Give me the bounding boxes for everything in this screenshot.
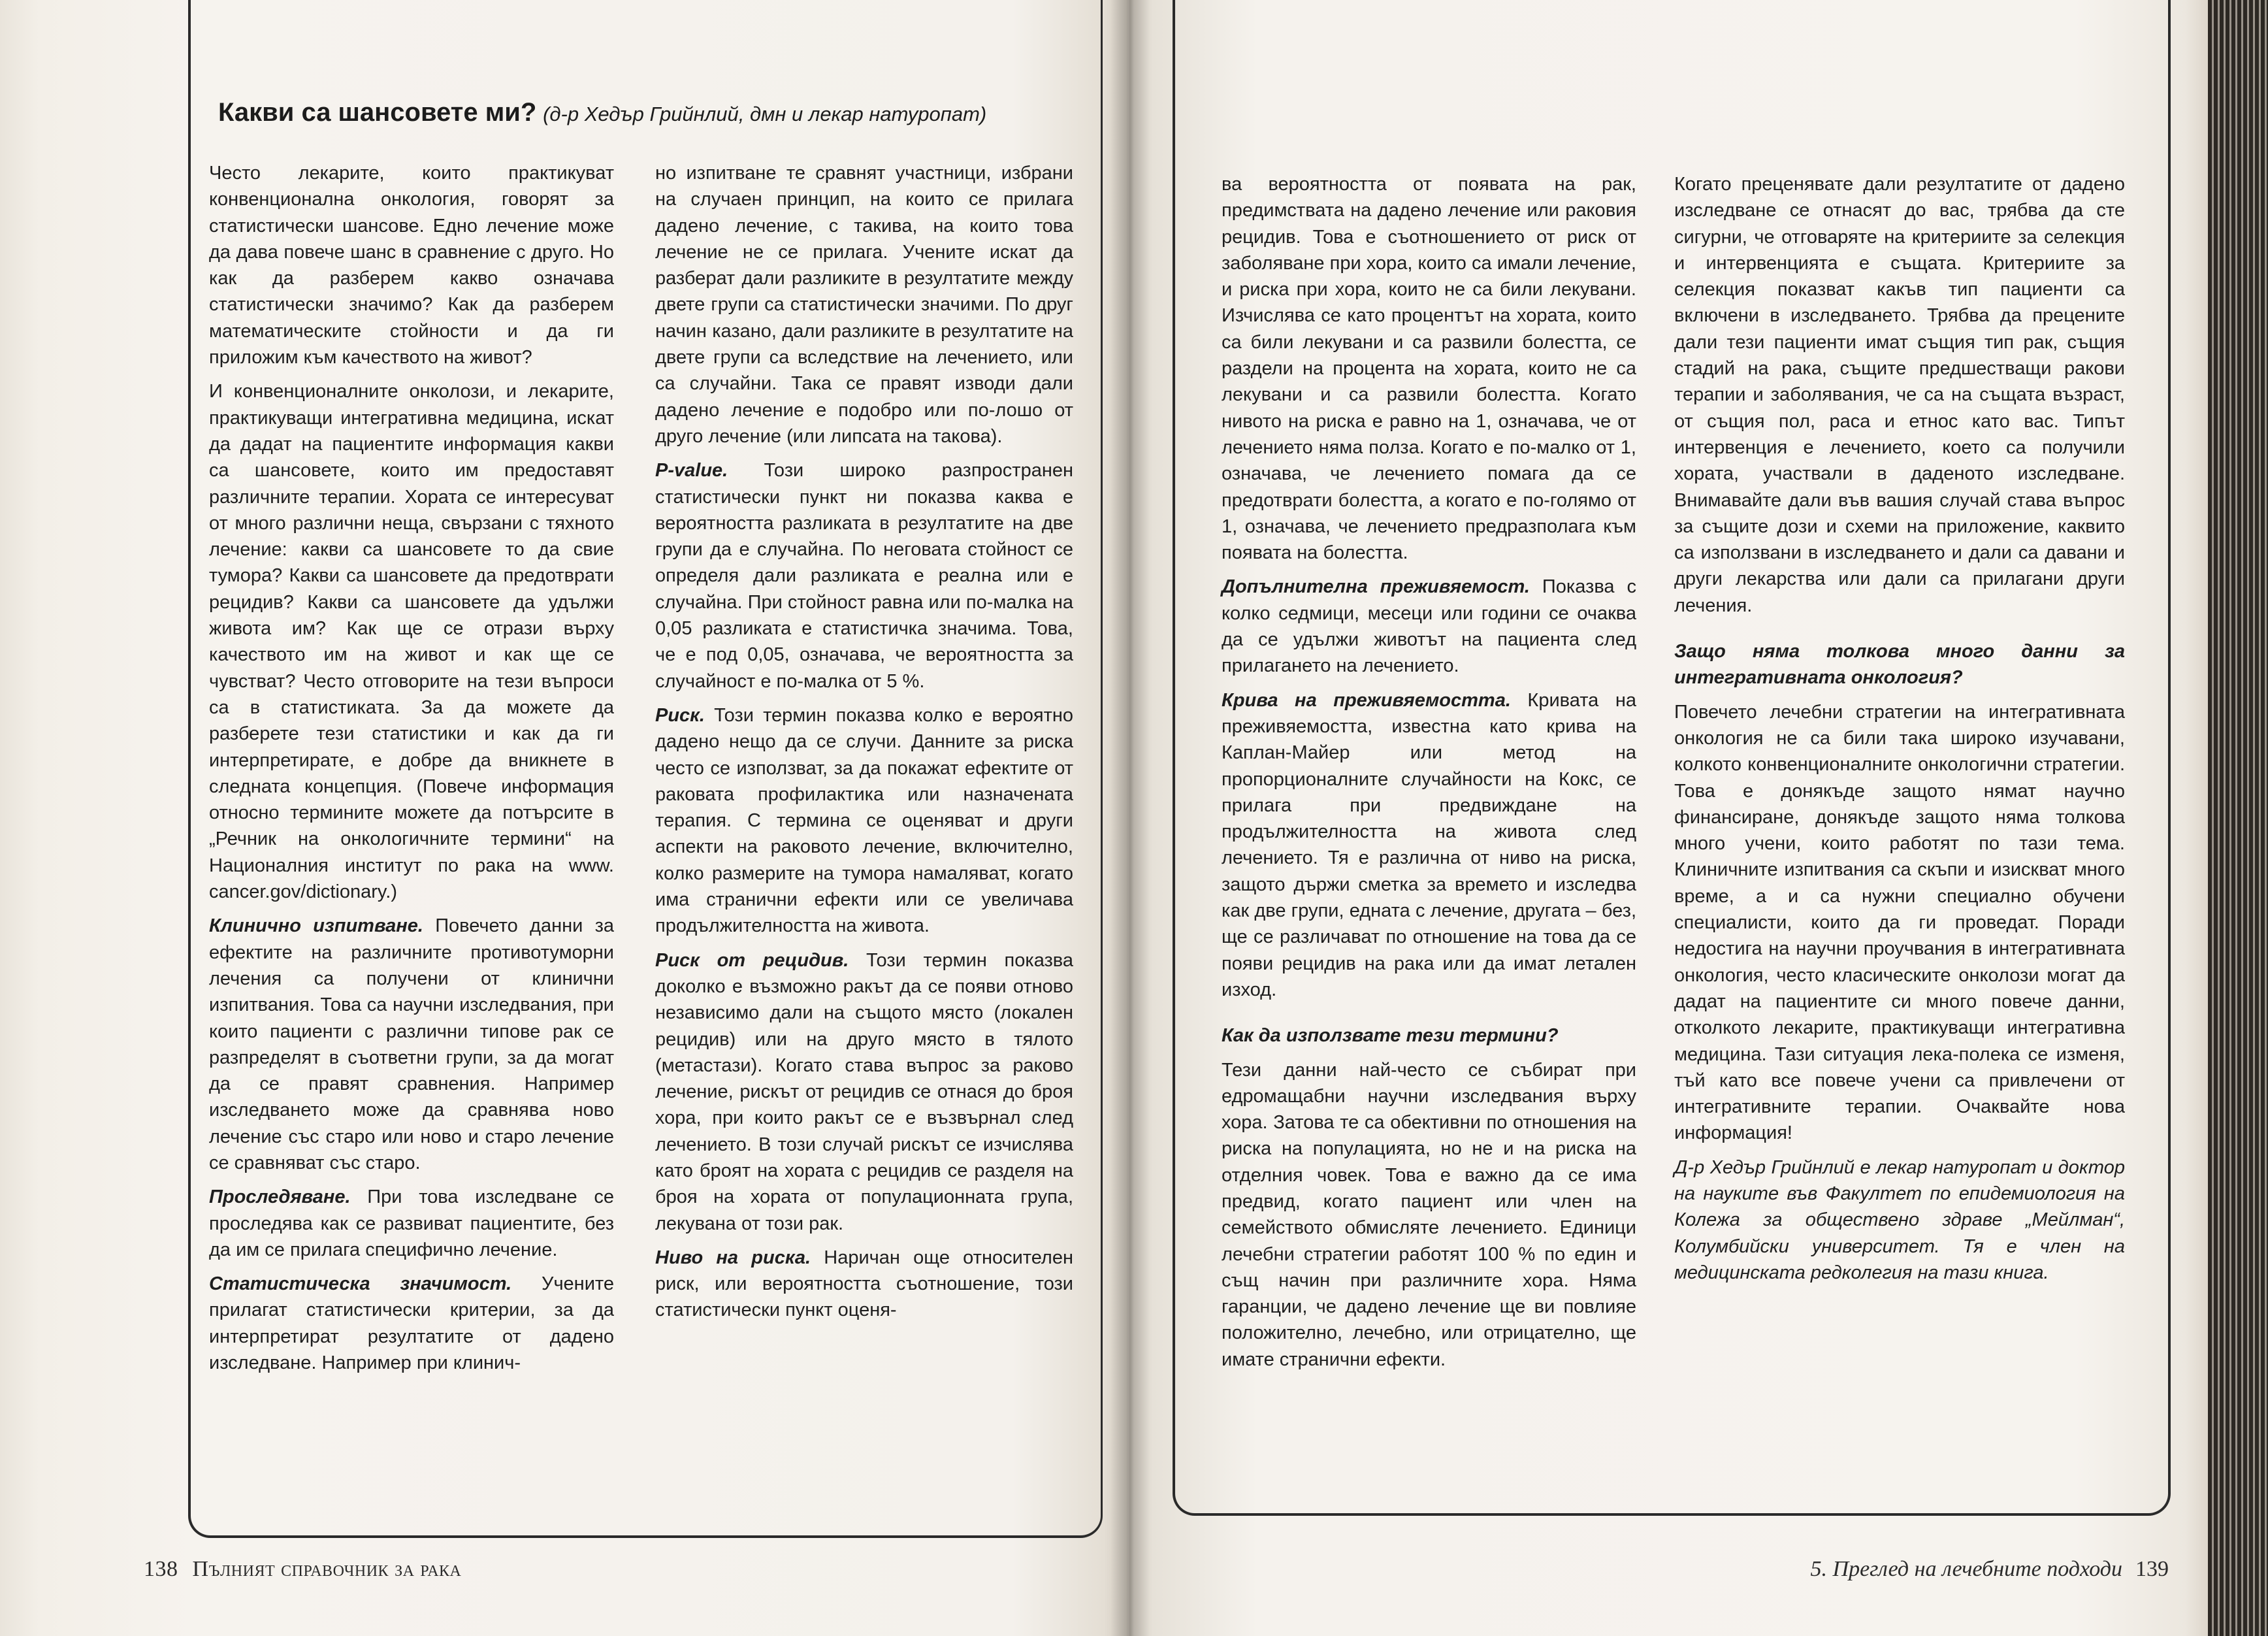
- term-name: Клинично изпитване.: [209, 915, 423, 937]
- paragraph: но изпитване те сравнят участници, избрани на случаен принцип, на които се прилага дадено лечение, с такива, на които това лечение не се прилага. Учените искат да разберат дали разликите в резултатите между двете групи са статистически значими. По друг начин казано, дали разликите в резултатите на двете групи са вследствие на лечението, или са случайни. Така се правят изводи дали дадено лечение е подобро или по-лошо от друго лечение (или липсата на такова).: [655, 163, 1073, 447]
- term-text: Повечето данни за ефектите на различните противотуморни лечения са получени от клинични изпитвания. Това са научни изследвания, при които пациенти с различни типове рак се разпределят в съответни групи, за да могат да се правят сравнения. Например изследването може да сравнява ново лечение със старо или ново и старо лечение се сравняват със старо.: [209, 915, 615, 1173]
- term-name: Проследяване.: [209, 1186, 351, 1208]
- term-text: Наричан още относителен риск, или вероятността съотношение, този статистически пункт оценя-: [655, 1247, 1073, 1321]
- author-note: Д-р Хедър Грийнлий е лекар натуропат и доктор на науките във Факултет по епидемиология на Колежа за обществено здраве „Мейлман“, Колумбийски университет. Тя е член на медицинската редколегия на тази книга.: [1674, 1156, 2125, 1283]
- page-edges: [2208, 0, 2268, 1636]
- term-definition: [655, 1245, 1073, 1324]
- paragraph: Често лекарите, които практикуват конвенционална онкология, говорят за статистически шансове. Едно лечение може да дава повече шанс в сравнение с друго. Но как да разберем какво означава статистически значимо? Как да разберем математическите стойности и да ги приложим към качеството на живот?: [209, 163, 614, 368]
- term-definition: [1222, 687, 1636, 1004]
- term-text: Този широко разпространен статистически пункт ни показва каква е вероятността разликата в резултатите на две групи да е случайна. По неговата стойност се определя дали разликата е реална или е случайна. При стойност равна или по-малка на 0,05 разликата е статистичка значима. Това, че е под 0,05, означава, че вероятността за случайност е по-малка от 5 %.: [655, 460, 1073, 692]
- right-running-title: 5. Преглед на лечебните подходи: [1810, 1557, 2122, 1581]
- paragraph: Когато преценявате дали резултатите от дадено изследване се отнасят до вас, трябва да сте сигурни, че отговаряте на критериите за селекция и интервенцията е същата. Критериите за селекция показват какъв тип пациенти са включени в изследването. Трябва да прецените дали тези пациенти имат същия тип рак, същия стадий на рака, същите предшестващи ракови терапии и заболявания, че са на същата възраст, от същия пол, раса и етнос като вас. Типът интервенция е лечението, което са получили хората, участвали в даденото изследване. Внимавайте дали във вашия случай става въпрос за същите дози и схеми на приложение, каквито са използвани в изследването и дали са давани и други лекарства или дали са прилагани други лечения.: [1674, 174, 2125, 616]
- paragraph: ва вероятността от появата на рак, предимствата на дадено лечение или раковия рецидив. Това е съотношението от риск от заболяване при хора, които са имали лечение, и риска при хора, които не са били лекувани. Изчислява се като процентът на хората, които са били лекувани и са развили болестта, се раздели на процента на хората, които не са лекувани и са развили болестта. Когато нивото на риска е равно на 1, означава, че от лечението няма полза. Когато е по-малко от 1, означава, че лечението помага да се предотврати болестта, а когато е по-голямо от 1, означава, че лечението предразполага към появата на болестта.: [1222, 174, 1636, 564]
- left-running-title: Пълният справочник за рака: [192, 1557, 462, 1581]
- term-name: Ниво на риска.: [655, 1247, 811, 1268]
- left-column-1: [209, 160, 614, 1384]
- term-definition: [655, 457, 1073, 695]
- term-text: Кривата на преживяемостта, известна като крива на Каплан-Майер или метод на пропорционалните случайности на Кокс, се прилага при предвиждане на продължителността на живота след лечението. Тя е различна от ниво на риска, защото държи сметка за времето и изследва как две групи, едната с лечение, другата – без, ще се различават по отношение на това да се появи рецидив на рака или да имат летален изход.: [1222, 689, 1636, 1000]
- box-title: [218, 98, 1087, 127]
- term-name: Статистическа значимост.: [209, 1273, 512, 1295]
- paragraph: Тези данни най-често се събират при едромащабни научни изследвания върху хора. Затова те са обективни по отношения на риска на популацията, но не и на риска на отделния човек. Това е важно да се има предвид, когато пациент или член на семейството обмисляте лечението. Единици лечебни стратегии работят 100 % по един и същ начин при различните хора. Няма гаранции, че дадено лечение ще ви повлияе положително, лечебно, или отрицателно, ще имате странични ефекти.: [1222, 1059, 1636, 1370]
- left-column-2: [655, 160, 1073, 1332]
- term-definition: [209, 1271, 614, 1376]
- term-definition: [1222, 574, 1636, 679]
- term-name: Крива на преживяемостта.: [1222, 689, 1511, 711]
- right-page: [1127, 0, 2208, 1636]
- term-definition: [655, 702, 1073, 940]
- right-running-head: [1811, 1557, 2169, 1582]
- paragraph: И конвенционалните онколози, и лекарите, практикуващи интегративна медицина, искат да дадат на пациентите информация какви са шансовете, които им предоставят различните терапии. Хората се интересуват от много различни неща, свързани с тяхното лечение: какви са шансовете то да свие тумора? Какви са шансовете да предотврати рецидив? Какви са шансовете да удължи живота им? Как ще се отрази върху качеството им на живот и как ще се чувстват? Често отговорите на тези въпроси са в статистиката. За да можете да разберете тези статистики и как да ги интерпретирате, е добре да вникнете в следната концепция. (Повече информация относно термините можете да потърсите в „Речник на онкологичните термини“ на Националния институт по рака на www. cancer.gov/dictionary.): [209, 381, 614, 903]
- right-column-2: [1674, 171, 2125, 1294]
- right-page-number: 139: [2135, 1557, 2169, 1581]
- term-text: При това изследване се проследява как се развиват пациентите, без да им се прилага специфично лечение.: [209, 1186, 614, 1260]
- box-title-main: Какви са шансовете ми?: [218, 98, 537, 127]
- term-text: Показва с колко седмици, месеци или години се очаква да се удължи животът на пациента след прилагането на лечението.: [1222, 576, 1636, 677]
- term-text: Учените прилагат статистически критерии, за да интерпретират резултатите от дадено изследване. Например при клинич-: [209, 1273, 614, 1374]
- term-name: Риск от рецидив.: [655, 949, 849, 971]
- term-text: Този термин показва колко е вероятно дадено нещо да се случи. Данните за риска често се използват, за да покажат ефектите от раковата профилактика или назначената терапия. С термина се оценяват и други аспекти на раковото лечение, включително, колко размерите на тумора намаляват, когато има странични ефекти или се увеличава продължителността на живота.: [655, 704, 1073, 937]
- term-name: Риск.: [655, 704, 705, 726]
- section-heading: Защо няма толкова много данни за интегративната онкология?: [1674, 641, 2125, 689]
- paragraph: Повечето лечебни стратегии на интегративната онкология не са били така широко изучавани, колкото конвенционалните онкологични стратегии. Това е донякъде защото нямат научно финансиране, донякъде защото няма толкова много учени, които работят по тази тема. Клиничните изпитвания са скъпи и изискват много време, а и са нужни специално обучени специалисти, които да ги проведат. Поради недостига на научни проучвания в интегративната онкология, често класическите онколози могат да дадат на пациентите си много повече данни, отколкото лекарите, практикуващи интегративна медицина. Тази ситуация лека-полека се изменя, тъй като все повече учени са привлечени от интегративните терапии. Очаквайте нова информация!: [1674, 701, 2125, 1144]
- section-heading: Как да използвате тези термини?: [1222, 1025, 1559, 1047]
- term-name: P-value.: [655, 460, 728, 482]
- left-page-number: 138: [144, 1557, 178, 1581]
- right-column-1: [1222, 171, 1636, 1381]
- left-running-head: [144, 1557, 461, 1582]
- term-definition: [209, 1184, 614, 1263]
- left-page: [0, 0, 1127, 1636]
- box-title-author: (д-р Хедър Грийнлий, дмн и лекар натуропат): [543, 103, 987, 125]
- term-name: Допълнителна преживяемост.: [1222, 576, 1530, 598]
- term-text: Този термин показва доколко е възможно ракът да се появи отново независимо дали на същото място (локален рецидив) или на друго място в тялото (метастази). Когато става въпрос за раково лечение, рискът от рецидив се отнася до броя хора, при които ракът се е възвърнал след лечението. В този случай рискът се изчислява като броят на хората с рецидив се разделя на броя на хората от популационната група, лекувана от този рак.: [655, 949, 1074, 1234]
- term-definition: [209, 913, 614, 1176]
- term-definition: [655, 947, 1073, 1237]
